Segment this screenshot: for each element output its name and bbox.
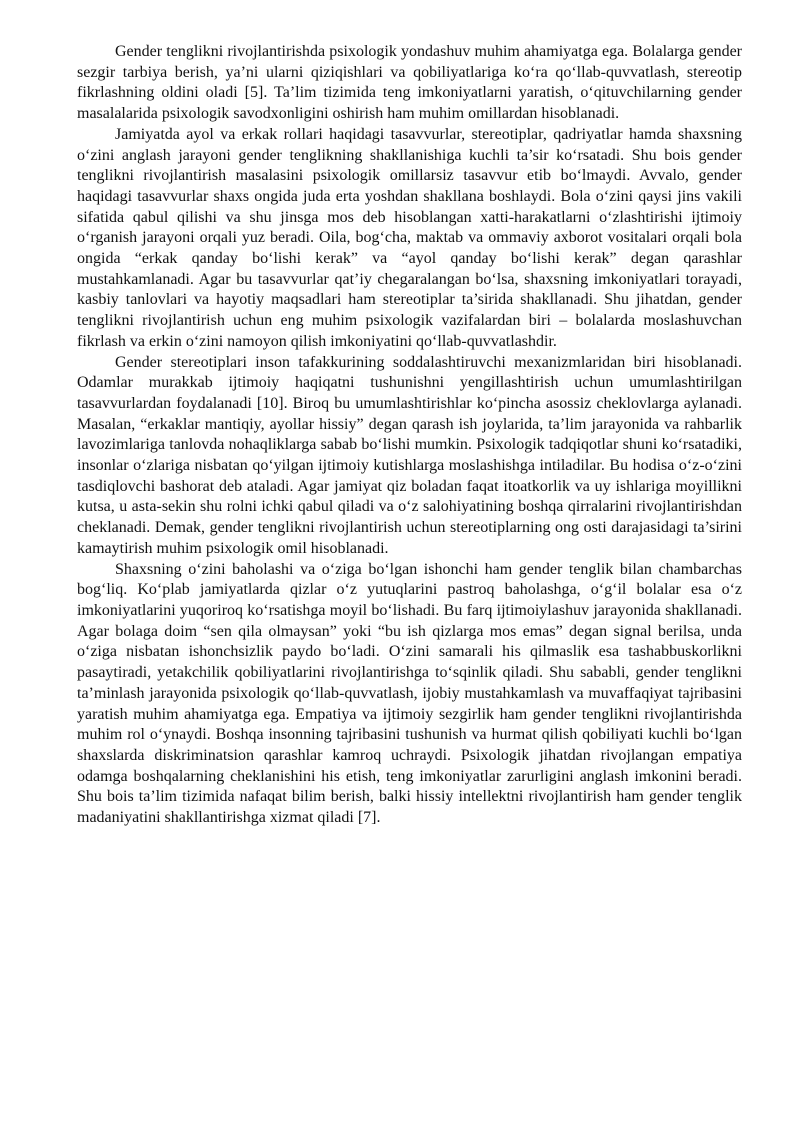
- paragraph-2: Jamiyatda ayol va erkak rollari haqidagi tasavvurlar, stereotiplar, qadriyatlar hamda shaxsning o‘zini anglash jarayoni gender tenglikning shakllanishiga kuchli ta’sir ko‘rsatadi. Shu bois gender tenglikni rivojlantirish masalasini psixologik omillarsiz tasavvur etib bo‘lmaydi. Avvalo, gender haqidagi tasavvurlar shaxs ongida juda erta yoshdan shakllana boshlaydi. Bola o‘zini qaysi jins vakili sifatida qabul qilishi va shu jinsga mos deb hisoblangan xatti-harakatlarni o‘zlashtirishi ijtimoiy o‘rganish jarayoni orqali yuz beradi. Oila, bog‘cha, maktab va ommaviy axborot vositalari orqali bola ongida “erkak qanday bo‘lishi kerak” va “ayol qanday bo‘lishi kerak” degan qarashlar mustahkamlanadi. Agar bu tasavvurlar qat’iy chegaralangan bo‘lsa, shaxsning imkoniyatlari torayadi, kasbiy tanlovlari va hayotiy maqsadlari ham stereotiplar ta’sirida shakllanadi. Shu jihatdan, gender tenglikni rivojlantirish uchun eng muhim psixologik vazifalardan biri – bolalarda moslashuvchan fikrlash va erkin o‘zini namoyon qilish imkoniyatini qo‘llab-quvvatlashdir.: [77, 125, 742, 350]
- document-page: [77, 42, 742, 829]
- paragraph-4: Shaxsning o‘zini baholashi va o‘ziga bo‘lgan ishonchi ham gender tenglik bilan chambarchas bog‘liq. Ko‘plab jamiyatlarda qizlar o‘z yutuqlarini pastroq baholashga, o‘g‘il bolalar esa o‘z imkoniyatlarini yuqoriroq ko‘rsatishga moyil bo‘lishadi. Bu farq ijtimoiylashuv jarayonida shakllanadi. Agar bolaga doim “sen qila olmaysan” yoki “bu ish qizlarga mos emas” degan signal berilsa, unda o‘ziga nisbatan ishonchsizlik paydo bo‘ladi. O‘zini samarali his qilmaslik esa tashabbuskorlikni pasaytiradi, yetakchilik qobiliyatlarini rivojlantirishga to‘sqinlik qiladi. Shu sababli, gender tenglikni ta’minlash jarayonida psixologik qo‘llab-quvvatlash, ijobiy mustahkamlash va muvaffaqiyat tajribasini yaratish muhim ahamiyatga ega. Empatiya va ijtimoiy sezgirlik ham gender tenglikni rivojlantirishda muhim rol o‘ynaydi. Boshqa insonning tajribasini tushunish va hurmat qilish qobiliyati kuchli bo‘lgan shaxslarda diskriminatsion qarashlar kamroq uchraydi. Psixologik jihatdan rivojlangan empatiya odamga boshqalarning cheklanishini his etish, teng imkoniyatlar zarurligini anglash imkonini beradi. Shu bois ta’lim tizimida nafaqat bilim berish, balki hissiy intellektni rivojlantirish ham gender tenglik madaniyatini shakllantirishga xizmat qiladi [7].: [77, 560, 742, 827]
- paragraph-1: Gender tenglikni rivojlantirishda psixologik yondashuv muhim ahamiyatga ega. Bolalarga gender sezgir tarbiya berish, ya’ni ularni qiziqishlari va qobiliyatlariga ko‘ra qo‘llab-quvvatlash, stereotip fikrlashning oldini oladi [5]. Ta’lim tizimida teng imkoniyatlarni yaratish, o‘qituvchilarning gender masalalarida psixologik savodxonligini oshirish ham muhim omillardan hisoblanadi.: [77, 43, 742, 123]
- paragraph-3: Gender stereotiplari inson tafakkurining soddalashtiruvchi mexanizmlaridan biri hisoblanadi. Odamlar murakkab ijtimoiy haqiqatni tushunishni yengillashtirish uchun umumlashtirilgan tasavvurlardan foydalanadi [10]. Biroq bu umumlashtirishlar ko‘pincha asossiz cheklovlarga aylanadi. Masalan, “erkaklar mantiqiy, ayollar hissiy” degan qarash ish joylarida, ta’lim jarayonida va rahbarlik lavozimlariga tanlovda nohaqliklarga sabab bo‘lishi mumkin. Psixologik tadqiqotlar shuni ko‘rsatadiki, insonlar o‘zlariga nisbatan qo‘yilgan ijtimoiy kutishlarga moslashishga intiladilar. Bu hodisa o‘z-o‘zini tasdiqlovchi bashorat deb ataladi. Agar jamiyat qiz boladan faqat itoatkorlik va uy ishlariga moyillikni kutsa, u asta-sekin shu rolni ichki qabul qiladi va o‘z salohiyatining boshqa qirralarini rivojlantirishdan cheklanadi. Demak, gender tenglikni rivojlantirish uchun stereotiplarning ong osti darajasidagi ta’sirini kamaytirish muhim psixologik omil hisoblanadi.: [77, 353, 742, 557]
